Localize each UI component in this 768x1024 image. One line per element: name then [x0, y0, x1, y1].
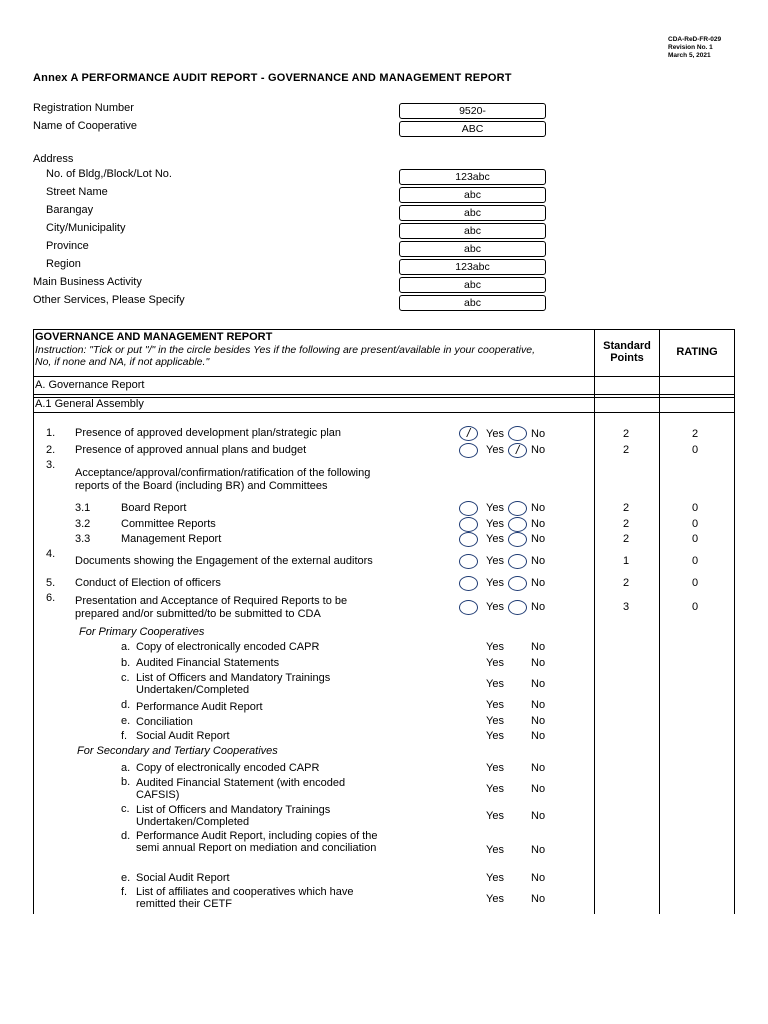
sub-letter: f.	[121, 886, 128, 898]
bldg-field[interactable]: 123abc	[399, 169, 546, 185]
item-text: Acceptance/approval/confirmation/ratification of the following	[75, 467, 371, 479]
item-number: 3.3	[75, 533, 91, 545]
no-label: No	[531, 699, 546, 711]
item-text: Documents showing the Engagement of the external auditors	[75, 555, 373, 567]
instruction-line: Instruction: "Tick or put "/" in the circle besides Yes if the following are present/available in your cooperative,	[35, 344, 535, 356]
sub-text: List of Officers and Mandatory Trainings	[136, 672, 331, 684]
rating-value[interactable]: 0	[691, 601, 699, 613]
table-border-top	[33, 329, 735, 330]
standard-points: 1	[622, 555, 630, 567]
yes-radio[interactable]	[459, 576, 478, 591]
sub-letter: b.	[121, 657, 131, 669]
no-radio[interactable]	[508, 554, 527, 569]
registration-label: Registration Number	[33, 102, 134, 114]
standard-points: 3	[622, 601, 630, 613]
table-title: GOVERNANCE AND MANAGEMENT REPORT	[35, 331, 273, 343]
sub-text: Audited Financial Statements	[136, 657, 280, 669]
sub-letter: c.	[121, 672, 130, 684]
other-services-field[interactable]: abc	[399, 295, 546, 311]
business-label: Main Business Activity	[33, 276, 142, 288]
region-field[interactable]: 123abc	[399, 259, 546, 275]
yes-label: Yes	[486, 893, 504, 905]
item-number: 3.1	[75, 502, 91, 514]
no-label: No	[531, 555, 546, 567]
sub-text: Copy of electronically encoded CAPR	[136, 641, 320, 653]
sub-text: Audited Financial Statement (with encoded	[136, 777, 346, 789]
section-a1-heading: A.1 General Assembly	[35, 398, 144, 410]
standard-points: 2	[622, 428, 630, 440]
yes-label: Yes	[486, 715, 504, 727]
sub-letter: c.	[121, 803, 130, 815]
sub-text: remitted their CETF	[136, 898, 232, 910]
no-label: No	[531, 601, 546, 613]
table-divider	[33, 412, 735, 413]
item-text: Presence of approved development plan/strategic plan	[75, 427, 342, 439]
bldg-label: No. of Bldg,/Block/Lot No.	[46, 168, 172, 180]
section-a-heading: A. Governance Report	[35, 379, 145, 391]
province-field[interactable]: abc	[399, 241, 546, 257]
item-number: 6.	[46, 592, 56, 604]
no-radio[interactable]	[508, 501, 527, 516]
coop-name-label: Name of Cooperative	[33, 120, 137, 132]
province-label: Province	[46, 240, 89, 252]
page-title: Annex A PERFORMANCE AUDIT REPORT - GOVERNANCE AND MANAGEMENT REPORT	[33, 72, 512, 84]
sub-text: Undertaken/Completed	[136, 684, 250, 696]
item-number: 1.	[46, 427, 56, 439]
item-text: Board Report	[121, 502, 187, 514]
yes-label: Yes	[486, 810, 504, 822]
rating-value[interactable]: 0	[691, 518, 699, 530]
doc-code	[668, 36, 721, 60]
sub-letter: a.	[121, 641, 131, 653]
sub-text: List of Officers and Mandatory Trainings	[136, 804, 331, 816]
sub-text: Social Audit Report	[136, 872, 230, 884]
standard-header-line: Standard	[603, 340, 651, 352]
sub-text: Copy of electronically encoded CAPR	[136, 762, 320, 774]
yes-label: Yes	[486, 518, 504, 530]
standard-points: 2	[622, 533, 630, 545]
instruction-line: No, if none and NA, if not applicable."	[35, 356, 210, 368]
no-label: No	[531, 844, 546, 856]
no-label: No	[531, 715, 546, 727]
no-label: No	[531, 810, 546, 822]
no-label: No	[531, 577, 546, 589]
yes-label: Yes	[486, 502, 504, 514]
business-field[interactable]: abc	[399, 277, 546, 293]
address-label: Address	[33, 153, 74, 165]
other-services-label: Other Services, Please Specify	[33, 294, 185, 306]
doc-code-line: CDA-ReD-FR-029	[668, 36, 722, 43]
no-label: No	[531, 502, 546, 514]
doc-revision: Revision No. 1	[668, 44, 713, 51]
no-label: No	[531, 657, 546, 669]
no-label: No	[531, 641, 546, 653]
yes-label: Yes	[486, 577, 504, 589]
rating-value[interactable]: 0	[691, 577, 699, 589]
city-label: City/Municipality	[46, 222, 126, 234]
yes-radio[interactable]	[459, 443, 478, 458]
no-label: No	[531, 518, 546, 530]
table-border-left	[33, 329, 34, 914]
sub-letter: a.	[121, 762, 131, 774]
rating-value[interactable]: 0	[691, 555, 699, 567]
no-radio[interactable]	[508, 600, 527, 615]
item-text: Presentation and Acceptance of Required Reports to be	[75, 595, 348, 607]
sub-letter: d.	[121, 830, 131, 842]
no-radio[interactable]	[508, 576, 527, 591]
barangay-field[interactable]: abc	[399, 205, 546, 221]
yes-label: Yes	[486, 762, 504, 774]
sub-letter: b.	[121, 776, 131, 788]
rating-header: RATING	[676, 346, 718, 358]
secondary-heading: For Secondary and Tertiary Cooperatives	[77, 745, 278, 757]
sub-text: List of affiliates and cooperatives which have	[136, 886, 354, 898]
sub-letter: d.	[121, 699, 131, 711]
yes-label: Yes	[486, 730, 504, 742]
rating-value[interactable]: 0	[691, 502, 699, 514]
item-text: prepared and/or submitted/to be submitted to CDA	[75, 608, 321, 620]
item-number: 3.	[46, 459, 56, 471]
no-label: No	[531, 678, 546, 690]
item-text: Committee Reports	[121, 518, 216, 530]
sub-text: Performance Audit Report	[136, 701, 263, 713]
no-label: No	[531, 872, 546, 884]
yes-label: Yes	[486, 872, 504, 884]
item-text: Conduct of Election of officers	[75, 577, 221, 589]
table-border-right	[734, 329, 735, 914]
yes-label: Yes	[486, 641, 504, 653]
yes-label: Yes	[486, 678, 504, 690]
street-label: Street Name	[46, 186, 108, 198]
table-col-divider	[659, 329, 660, 914]
standard-points: 2	[622, 577, 630, 589]
yes-radio[interactable]	[459, 517, 478, 532]
yes-label: Yes	[486, 555, 504, 567]
yes-radio[interactable]	[459, 501, 478, 516]
standard-points: 2	[622, 502, 630, 514]
sub-letter: e.	[121, 715, 131, 727]
standard-points: 2	[622, 518, 630, 530]
region-label: Region	[46, 258, 81, 270]
standard-points-header	[595, 340, 659, 364]
no-radio[interactable]	[508, 517, 527, 532]
no-label: No	[531, 428, 546, 440]
sub-letter: e.	[121, 872, 131, 884]
rating-value[interactable]: 0	[691, 533, 699, 545]
item-text: reports of the Board (including BR) and Committees	[75, 480, 328, 492]
coop-name-field[interactable]: ABC	[399, 121, 546, 137]
city-field[interactable]: abc	[399, 223, 546, 239]
yes-label: Yes	[486, 657, 504, 669]
yes-radio[interactable]: /	[459, 426, 478, 441]
sub-text: semi annual Report on mediation and conciliation	[136, 842, 377, 854]
item-number: 2.	[46, 444, 56, 456]
item-number: 3.2	[75, 518, 91, 530]
yes-label: Yes	[486, 428, 504, 440]
no-label: No	[531, 783, 546, 795]
registration-field[interactable]: 9520-	[399, 103, 546, 119]
sub-text: Performance Audit Report, including copies of the	[136, 830, 378, 842]
standard-points: 2	[622, 444, 630, 456]
no-label: No	[531, 533, 546, 545]
yes-label: Yes	[486, 533, 504, 545]
yes-radio[interactable]	[459, 532, 478, 547]
primary-heading: For Primary Cooperatives	[79, 626, 205, 638]
yes-label: Yes	[486, 783, 504, 795]
rating-value[interactable]: 2	[691, 428, 699, 440]
sub-text: Conciliation	[136, 716, 193, 728]
item-number: 4.	[46, 548, 56, 560]
yes-radio[interactable]	[459, 600, 478, 615]
table-col-divider	[594, 329, 595, 914]
barangay-label: Barangay	[46, 204, 94, 216]
yes-label: Yes	[486, 699, 504, 711]
no-label: No	[531, 762, 546, 774]
yes-radio[interactable]	[459, 554, 478, 569]
no-radio[interactable]	[508, 426, 527, 441]
sub-text: CAFSIS)	[136, 789, 180, 801]
street-field[interactable]: abc	[399, 187, 546, 203]
no-label: No	[531, 730, 546, 742]
yes-label: Yes	[486, 444, 504, 456]
item-text: Presence of approved annual plans and budget	[75, 444, 307, 456]
item-number: 5.	[46, 577, 56, 589]
rating-value[interactable]: 0	[691, 444, 699, 456]
yes-label: Yes	[486, 601, 504, 613]
no-label: No	[531, 444, 546, 456]
sub-text: Social Audit Report	[136, 730, 230, 742]
no-radio[interactable]	[508, 532, 527, 547]
table-divider	[33, 394, 735, 395]
item-text: Management Report	[121, 533, 222, 545]
doc-date: March 5, 2021	[668, 52, 711, 59]
table-divider	[33, 376, 735, 377]
yes-label: Yes	[486, 844, 504, 856]
points-header-line: Points	[610, 352, 644, 364]
sub-letter: f.	[121, 730, 128, 742]
sub-text: Undertaken/Completed	[136, 816, 250, 828]
no-label: No	[531, 893, 546, 905]
no-radio[interactable]: /	[508, 443, 527, 458]
